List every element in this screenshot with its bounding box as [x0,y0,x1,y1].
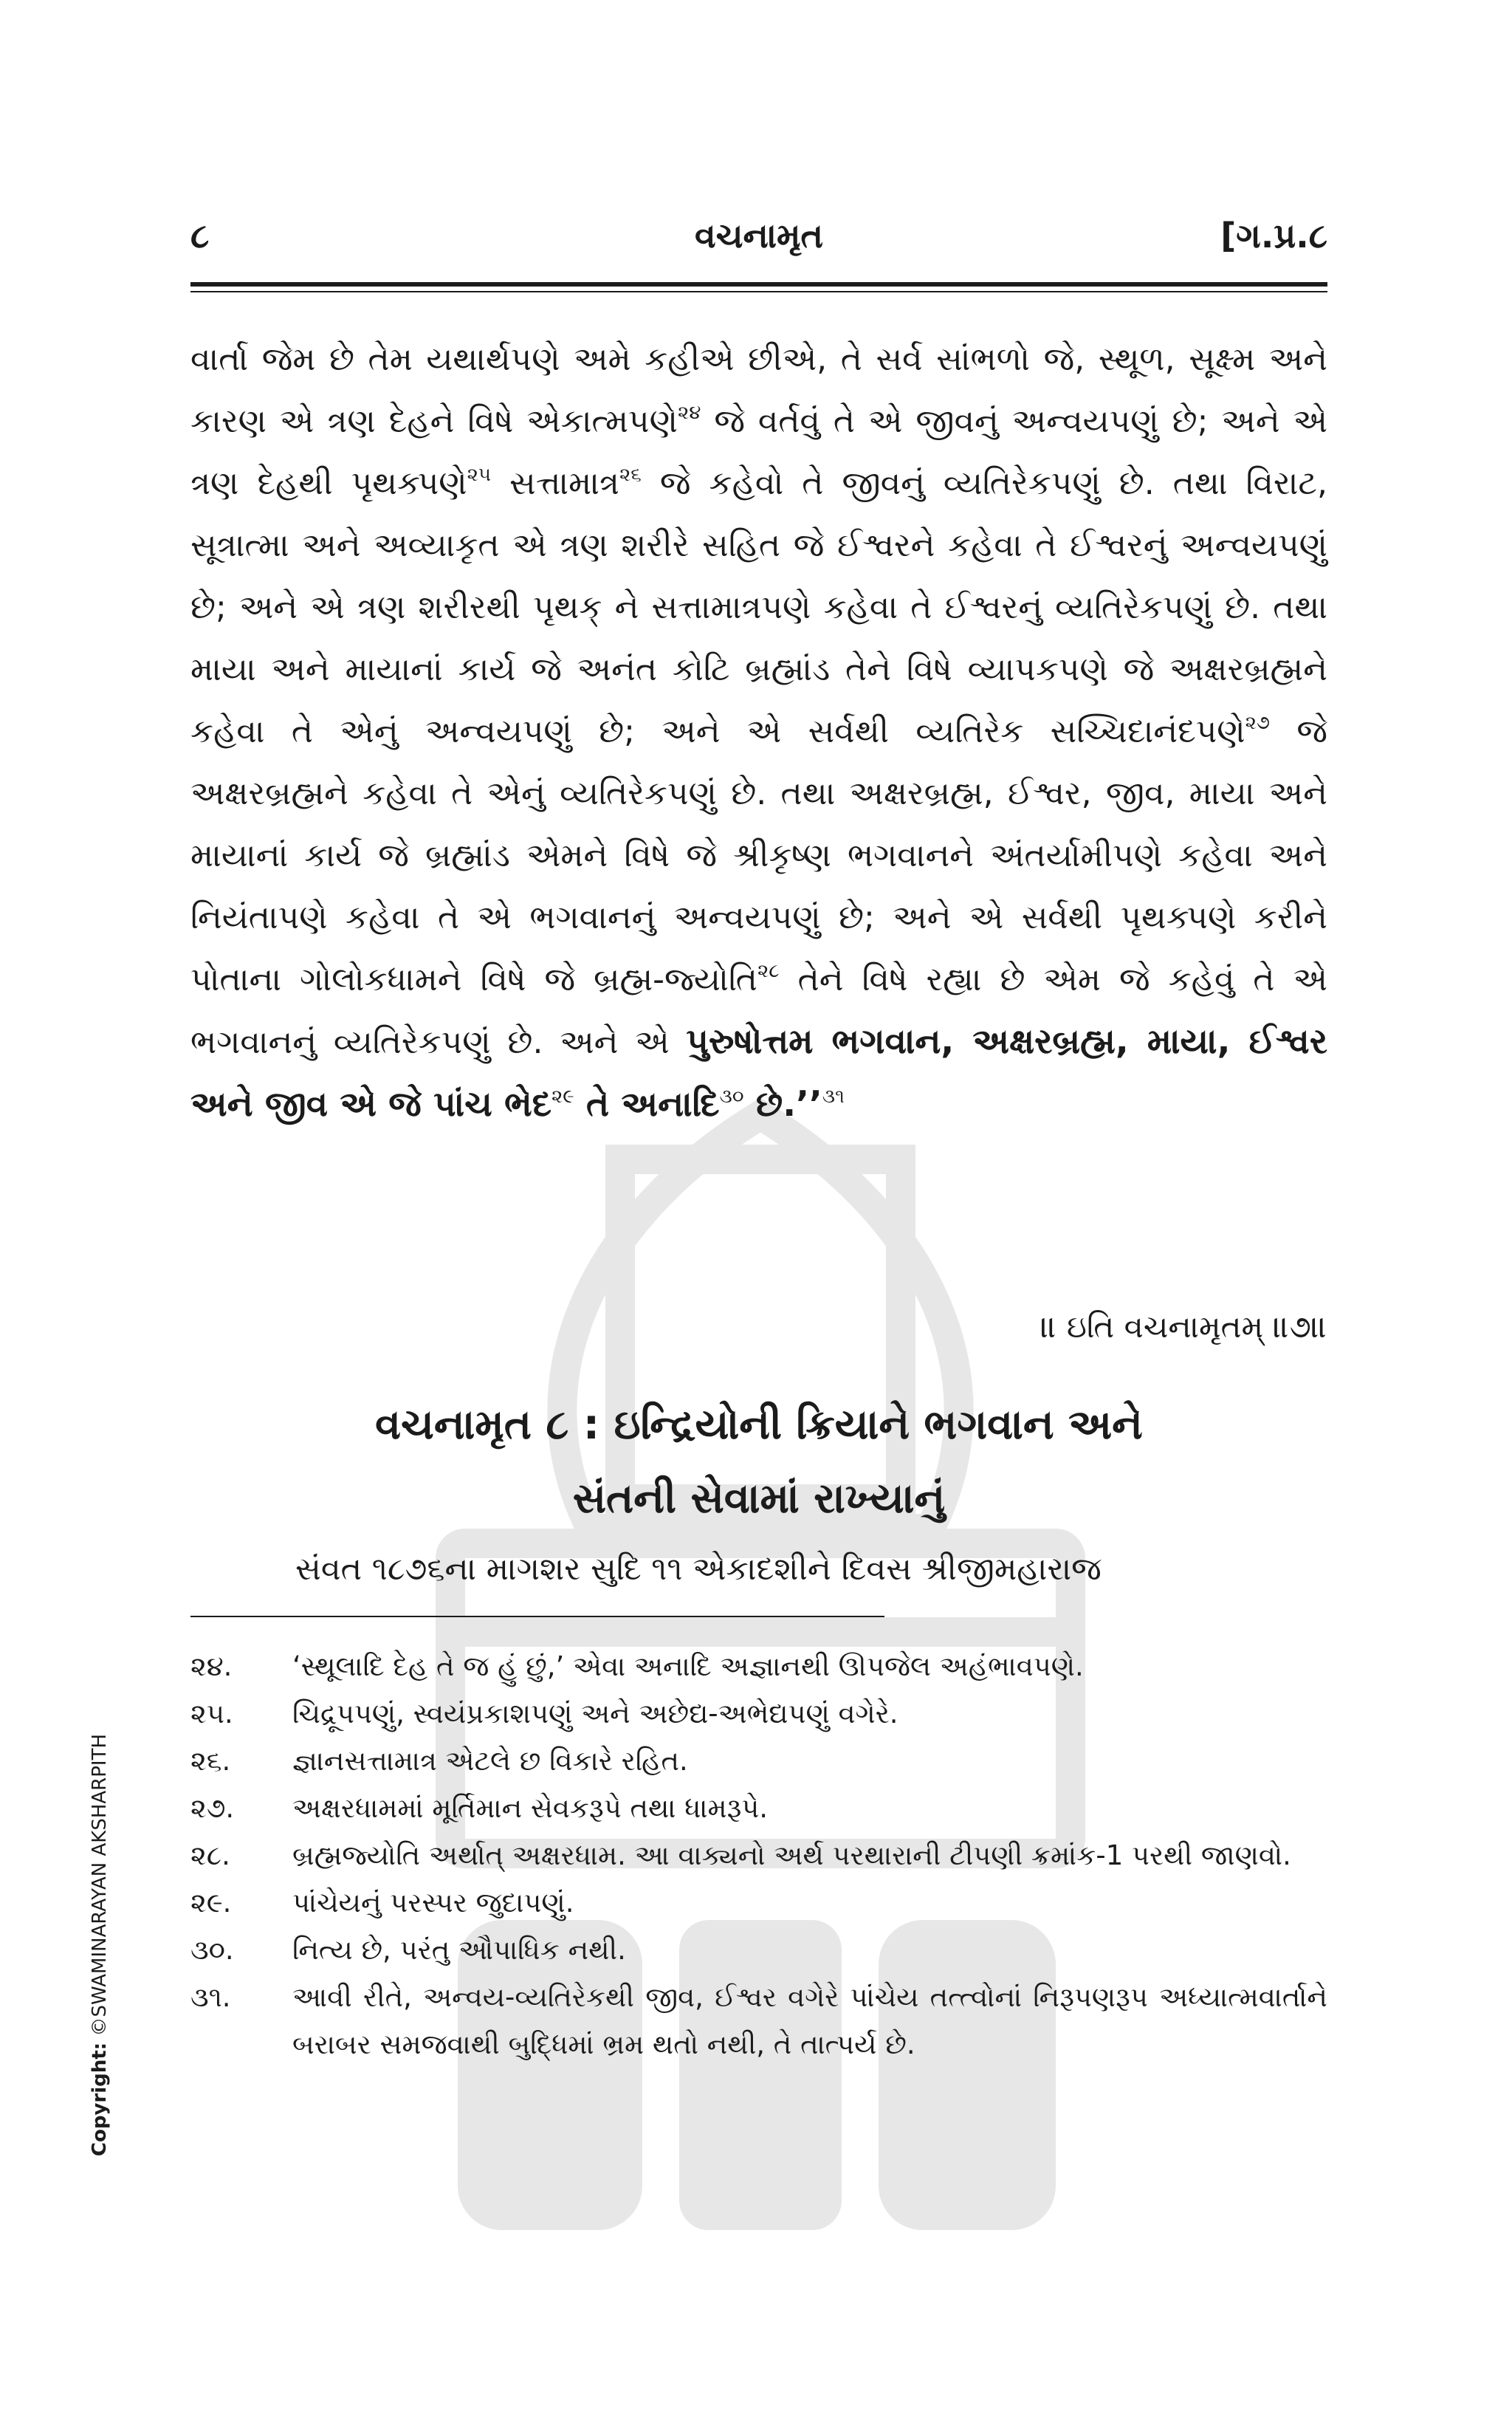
footnote-number: ૨૯. [190,1887,232,1919]
footnote-text: આવી રીતે, અન્વય-વ્યતિરેકથી જીવ, ઈશ્વર વગેરે પાંચેય તત્ત્વોનાં નિરૂપણરૂપ અધ્યાત્મવાર્તાને બરાબર સમજવાથી બુદ્ધિમાં ભ્રમ થતો નથી, તે તાત્પર્ય છે. [292,1981,1327,2060]
footnote-rule [190,1616,884,1617]
body-text: તેને વિષે રહ્યા છે એમ જે કહેવું તે એ ભગવાનનું વ્યતિરેકપણું છે. અને એ [190,961,1328,1061]
samvat-line: સંવત ૧૮૭૬ના માગશર સુદિ ૧૧ એકાદશીને દિવસ શ્રીજીમહારાજ [295,1551,1102,1588]
iti-line: ॥ ઇતિ વચનામૃતમ્ ॥૭॥ [1040,1309,1327,1345]
footnote-number: ૨૮. [190,1839,230,1871]
running-header [190,216,1327,260]
footnote-item [190,1738,1327,1785]
footnote-text: ‘સ્થૂલાદિ દેહ તે જ હું છું,’ એવા અનાદિ અજ્ઞાનથી ઊપજેલ અહંભાવપણે. [292,1650,1084,1682]
footnote-ref-29: ૨૯ [551,1086,574,1108]
footnote-text: બ્રહ્મજ્યોતિ અર્થાત્ અક્ષરધામ. આ વાક્યનો અર્થ પરથારાની ટીપણી ક્રમાંક-1 પરથી જાણવો. [292,1839,1291,1871]
footnote-item [190,1832,1327,1879]
footnote-item [190,1785,1327,1832]
footnote-ref-30: ૩૦ [719,1086,744,1108]
header-rule-thick [190,282,1327,287]
footnote-item [190,1690,1327,1738]
copyright-text: ©SWAMINARAYAN AKSHARPITH [89,1733,111,2043]
footnote-item [190,1879,1327,1927]
footnote-text: નિત્ય છે, પરંતુ ઔપાધિક નથી. [292,1934,626,1966]
page-number: ૮ [190,216,210,256]
footnote-item [190,1927,1327,1974]
main-paragraph [190,329,1327,1136]
bold-text: તે અનાદિ [574,1084,720,1125]
footnote-text: ચિદ્રૂપપણું, સ્વયંપ્રકાશપણું અને અછેદ્ય-અભેદ્યપણું વગેરે. [292,1698,898,1729]
footnote-number: ૩૦. [190,1934,234,1966]
body-text: વાર્તા જેમ છે તેમ યથાર્થપણે અમે કહીએ છીએ, તે સર્વ સાંભળો જે, સ્થૂળ, સૂક્ષ્મ અને કારણ એ ત્રણ દેહને વિષે એકાત્મપણે [190,340,1327,440]
footnote-ref-24: ૨૪ [677,402,701,424]
footnote-ref-25: ૨૫ [467,464,492,486]
footnote-item [190,1643,1327,1690]
body-text: જે કહેવો તે જીવનું વ્યતિરેકપણું છે. તથા વિરાટ, સૂત્રાત્મા અને અવ્યાકૃત એ ત્રણ શરીરે સહિત જે ઈશ્વરને કહેવા તે ઈશ્વરનું અન્વયપણું છે; અને એ ત્રણ શરીરથી પૃથક્ ને સત્તામાત્રપણે કહેવા તે ઈશ્વરનું વ્યતિરેકપણું છે. તથા માયા અને માયાનાં કાર્ય જે અનંત કોટિ બ્રહ્માંડ તેને વિષે વ્યાપકપણે જે અક્ષરબ્રહ્મને કહેવા તે એનું અન્વયપણું છે; અને એ સર્વથી વ્યતિરેક સચ્ચિદાનંદપણે [190,464,1327,750]
footnote-number: ૨૫. [190,1698,233,1729]
footnotes [190,1643,1327,2068]
footnote-number: ૨૪. [190,1650,233,1682]
copyright-notice [89,1734,111,2156]
footnote-ref-28: ૨૮ [757,960,780,982]
body-text: સત્તામાત્ર [491,464,619,502]
chapter-title-line1: વચનામૃત ૮ : ઇન્દ્રિયોની ક્રિયાને ભગવાન અને [375,1401,1143,1449]
footnote-number: ૨૬. [190,1745,231,1777]
header-title: વચનામૃત [695,216,823,256]
copyright-label: Copyright: [89,2042,111,2156]
header-rule-thin [190,291,1327,292]
footnote-ref-26: ૨૬ [619,464,642,486]
header-section: [ગ.પ્ર.૮ [1220,216,1327,256]
body-text: જે વર્તવું તે એ જીવનું અન્વયપણું છે; અને એ ત્રણ દેહથી પૃથક્પણે [190,402,1327,502]
footnote-ref-31: ૩૧ [822,1086,845,1108]
footnote-ref-27: ૨૭ [1245,712,1271,734]
bold-text: પુરુષોત્તમ ભગવાન, અક્ષરબ્રહ્મ, માયા, ઈશ્વર અને જીવ એ જે પાંચ ભેદ [190,1021,1327,1125]
body-text: જે અક્ષરબ્રહ્મને કહેવા તે એનું વ્યતિરેકપણું છે. તથા અક્ષરબ્રહ્મ, ઈશ્વર, જીવ, માયા અને માયાનાં કાર્ય જે બ્રહ્માંડ એમને વિષે જે શ્રીકૃષ્ણ ભગવાનને અંતર્યામીપણે કહેવા અને નિયંતાપણે કહેવા તે એ ભગવાનનું અન્વયપણું છે; અને એ સર્વથી પૃથક્પણે કરીને પોતાના ગોલોકધામને વિષે જે બ્રહ્મ-જ્યોતિ [190,713,1327,998]
chapter-title [190,1388,1327,1536]
footnote-item [190,1974,1327,2068]
footnote-text: જ્ઞાનસત્તામાત્ર એટલે છ વિકારે રહિત. [292,1745,688,1777]
footnote-text: અક્ષરધામમાં મૂર્તિમાન સેવકરૂપે તથા ધામરૂપે. [292,1792,769,1824]
chapter-title-line2: સંતની સેવામાં રાખ્યાનું [572,1475,946,1523]
footnote-number: ૩૧. [190,1981,231,2013]
bold-text: છે.’’ [743,1084,822,1125]
footnote-number: ૨૭. [190,1792,235,1824]
footnote-text: પાંચેયનું પરસ્પર જુદાપણું. [292,1887,574,1919]
